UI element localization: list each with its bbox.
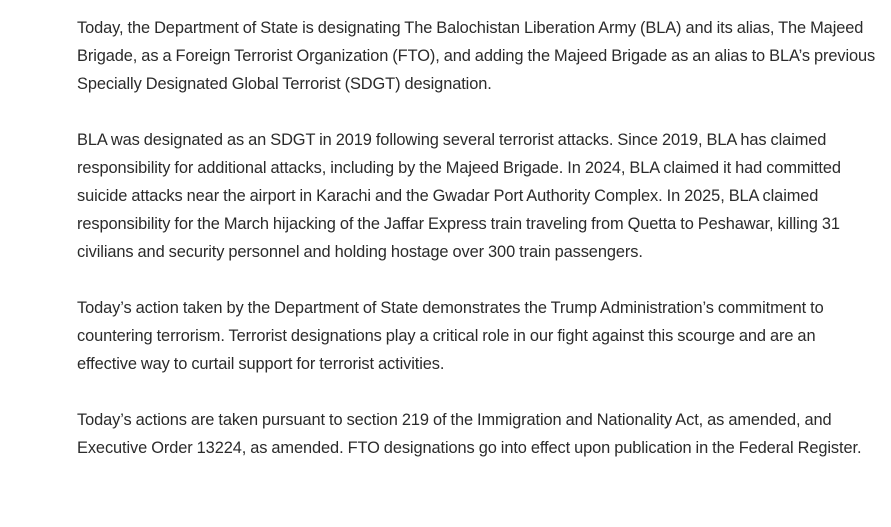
paragraph-fto-designation: Today, the Department of State is designating The Balochistan Liberation Army (BLA) and its alias, The Majeed Brigade, as a Foreign Terrorist Organization (FTO), and adding the Majeed Brigade as an alias to BLA’s previous Specially Designated Global Terrorist (SDGT) designation. <box>77 19 876 93</box>
paragraph-bla-history: BLA was designated as an SDGT in 2019 following several terrorist attacks. Since 2019, BLA has claimed responsibility for additional attacks, including by the Majeed Brigade. In 2024, BLA claimed it had committed suicide attacks near the airport in Karachi and the Gwadar Port Authority Complex. In 2025, BLA claimed responsibility for the March hijacking of the Jaffar Express train traveling from Quetta to Peshawar, killing 31 civilians and security personnel and holding hostage over 300 train passengers. <box>77 131 841 261</box>
paragraph-administration-commitment: Today’s action taken by the Department of State demonstrates the Trump Administration’s commitment to countering terrorism. Terrorist designations play a critical role in our fight against this scourge and are an effective way to curtail support for terrorist activities. <box>77 299 824 373</box>
paragraph-legal-basis: Today’s actions are taken pursuant to section 219 of the Immigration and Nationality Act, as amended, and Executive Order 13224, as amended. FTO designations go into effect upon publication in the Federal Register. <box>77 411 862 457</box>
article-body <box>77 14 877 490</box>
